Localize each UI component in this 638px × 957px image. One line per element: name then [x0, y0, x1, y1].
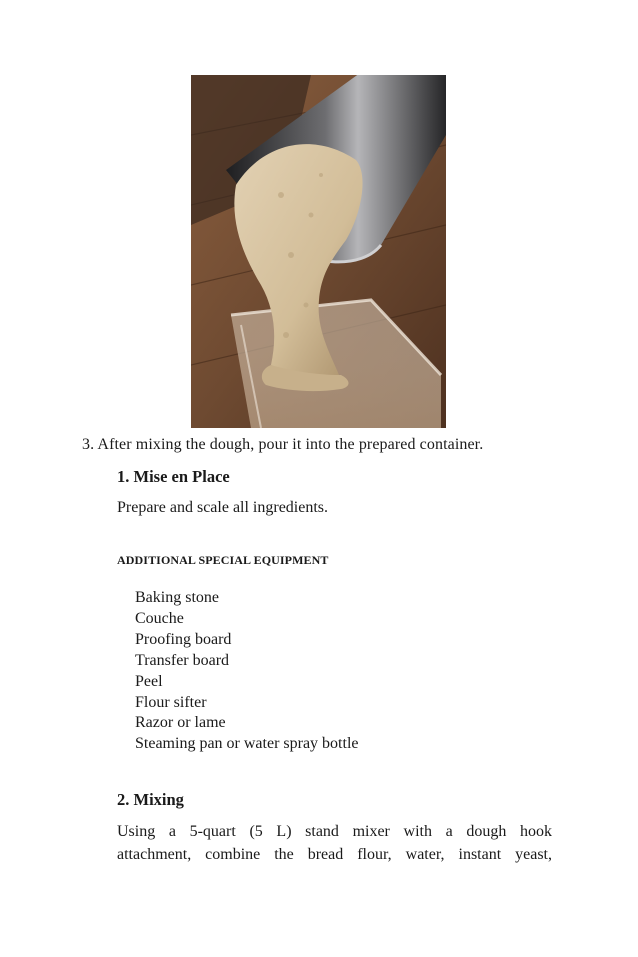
equipment-item: Peel [135, 672, 163, 690]
section-heading-mixing: 2. Mixing [117, 790, 184, 809]
equipment-list [135, 588, 359, 755]
mise-en-place-text: Prepare and scale all ingredients. [117, 499, 329, 516]
equipment-item: Steaming pan or water spray bottle [135, 735, 359, 753]
mixing-paragraph [117, 820, 552, 866]
section-heading-mise-en-place: 1. Mise en Place [117, 467, 230, 486]
equipment-item: Baking stone [135, 589, 219, 606]
mixing-line: Using a 5-quart (5 L) stand mixer with a dough hook [117, 823, 552, 840]
dough-pouring-illustration [191, 75, 446, 428]
equipment-item: Razor or lame [135, 714, 226, 732]
equipment-item: Transfer board [135, 651, 230, 669]
step-3-caption: 3. After mixing the dough, pour it into the prepared container. [82, 436, 484, 453]
equipment-item: Flour sifter [135, 693, 207, 711]
equipment-item: Proofing board [135, 630, 232, 648]
mixing-line: attachment, combine the bread flour, water, instant yeast, [117, 846, 552, 863]
dough-photo [191, 75, 446, 428]
equipment-item: Couche [135, 609, 184, 627]
equipment-heading: ADDITIONAL SPECIAL EQUIPMENT [117, 553, 329, 567]
